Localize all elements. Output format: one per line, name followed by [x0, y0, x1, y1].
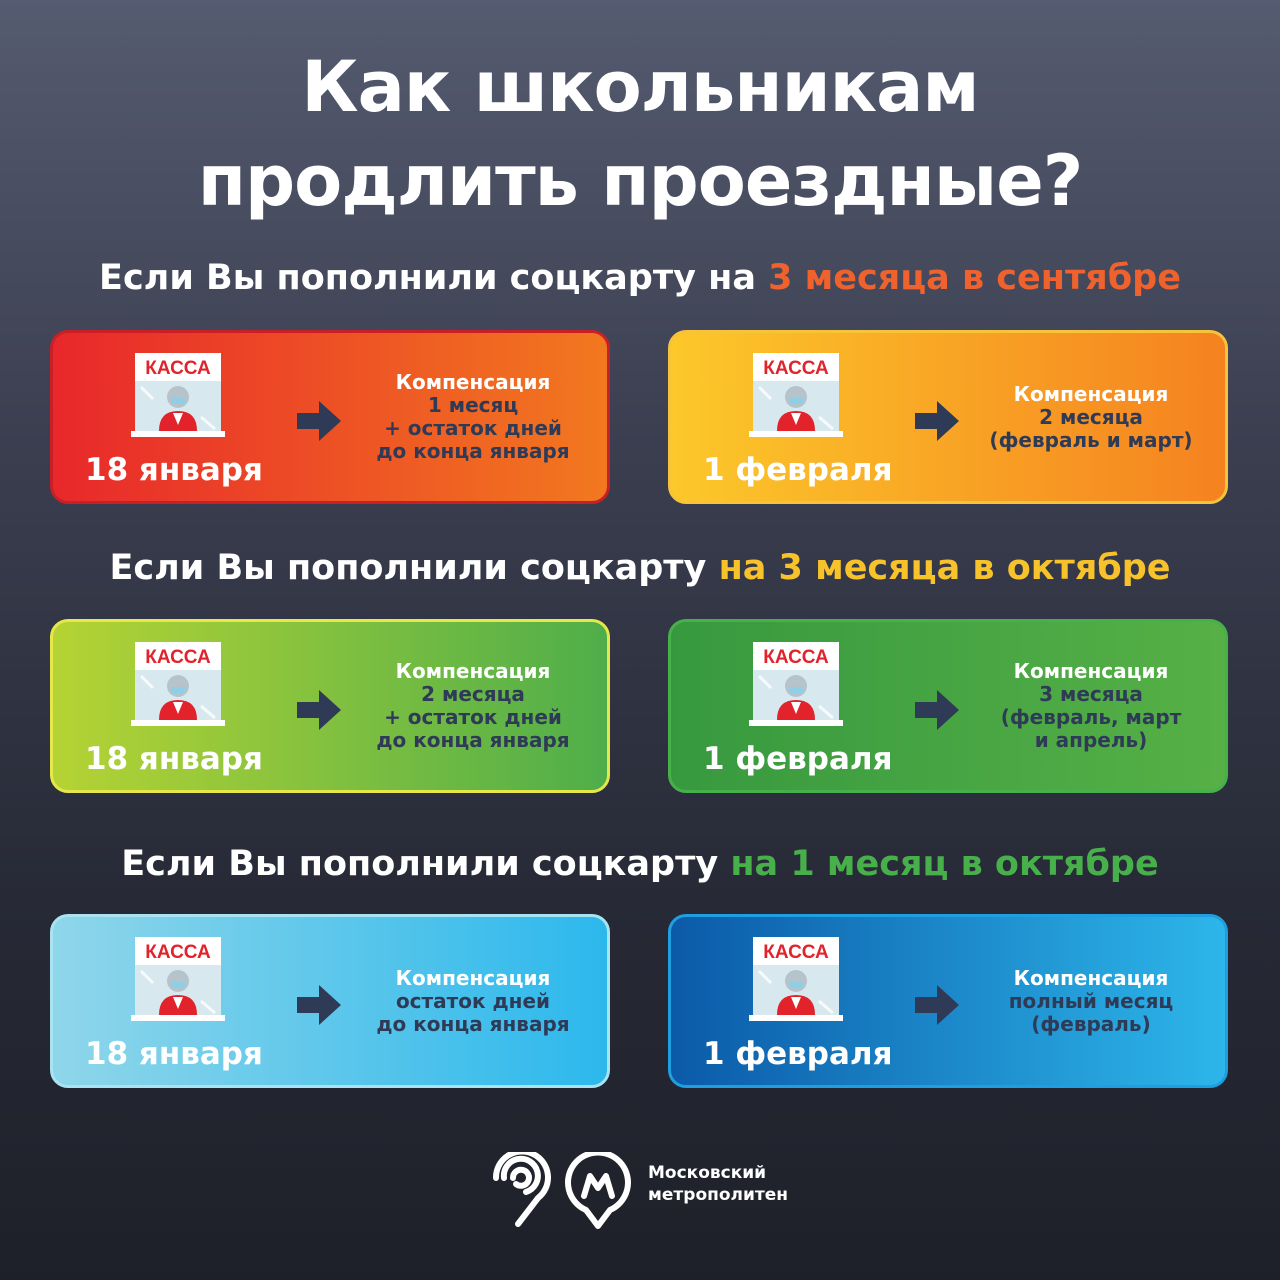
- compensation-line: до конца января: [376, 1011, 570, 1036]
- card-date: 1 февраля: [703, 1036, 893, 1072]
- compensation-text: [971, 917, 1211, 1085]
- section-heading-1: [0, 256, 1280, 300]
- arrow-right-icon: [293, 688, 345, 732]
- card-date: 1 февраля: [703, 452, 893, 488]
- compensation-line: Компенсация: [1013, 965, 1169, 990]
- arrow-right-icon: [911, 983, 963, 1027]
- compensation-line: Компенсация: [395, 965, 551, 990]
- arrow-right-icon: [911, 399, 963, 443]
- compensation-line: 3 месяца: [1039, 682, 1143, 706]
- metro-name-line-2: метрополитен: [648, 1185, 789, 1205]
- compensation-card: [50, 330, 610, 504]
- compensation-text: [353, 333, 593, 501]
- heading-text: Если Вы пополнили соцкарту на: [99, 258, 769, 298]
- compensation-line: и апрель): [1034, 728, 1148, 752]
- compensation-card: [50, 619, 610, 793]
- arrow-right-icon: [911, 688, 963, 732]
- cashier-window-icon: [749, 935, 843, 1025]
- card-date: 18 января: [85, 741, 263, 777]
- section-heading-2: [0, 546, 1280, 590]
- compensation-line: + остаток дней: [384, 705, 562, 729]
- cashier-window-icon: [131, 935, 225, 1025]
- compensation-line: 2 месяца: [1039, 404, 1143, 429]
- title-line-1: Как школьникам: [301, 46, 979, 128]
- compensation-card: [668, 330, 1228, 504]
- compensation-text: [353, 622, 593, 790]
- compensation-card: [668, 914, 1228, 1088]
- cashier-window-icon: [749, 351, 843, 441]
- title-line-2: продлить проездные?: [197, 140, 1083, 222]
- arrow-right-icon: [293, 983, 345, 1027]
- compensation-line: до конца января: [376, 439, 570, 463]
- kassa-label: КАССА: [145, 647, 211, 668]
- metro-m-logo-icon: [568, 1153, 628, 1226]
- moscow-transport-logo-icon: [496, 1152, 548, 1224]
- card-date: 18 января: [85, 452, 263, 488]
- compensation-text: [353, 917, 593, 1085]
- section-heading-3: [0, 842, 1280, 886]
- page-title: [0, 40, 1280, 228]
- cashier-window-icon: [131, 640, 225, 730]
- compensation-line: Компенсация: [1013, 659, 1169, 683]
- card-date: 1 февраля: [703, 741, 893, 777]
- compensation-line: 2 месяца: [421, 682, 525, 706]
- heading-text: Если Вы пополнили соцкарту: [109, 548, 719, 588]
- kassa-label: КАССА: [763, 647, 829, 668]
- compensation-line: полный месяц: [1008, 988, 1174, 1013]
- heading-highlight: на 3 месяца в октябре: [718, 548, 1171, 588]
- compensation-card: [50, 914, 610, 1088]
- compensation-text: [971, 333, 1211, 501]
- metro-name-line-1: Московский: [648, 1163, 767, 1183]
- compensation-line: (февраль и март): [989, 427, 1193, 452]
- compensation-line: Компенсация: [1013, 381, 1169, 406]
- card-date: 18 января: [85, 1036, 263, 1072]
- kassa-label: КАССА: [145, 358, 211, 379]
- kassa-label: КАССА: [763, 358, 829, 379]
- compensation-card: [668, 619, 1228, 793]
- heading-highlight: 3 месяца в сентябре: [768, 258, 1181, 298]
- compensation-line: Компенсация: [395, 659, 551, 683]
- compensation-line: + остаток дней: [384, 416, 562, 440]
- cashier-window-icon: [131, 351, 225, 441]
- compensation-line: (февраль): [1031, 1011, 1151, 1036]
- compensation-line: Компенсация: [395, 370, 551, 394]
- compensation-line: 1 месяц: [427, 393, 519, 417]
- kassa-label: КАССА: [145, 942, 211, 963]
- compensation-line: (февраль, март: [1000, 705, 1182, 729]
- heading-text: Если Вы пополнили соцкарту: [121, 844, 731, 884]
- metro-name: [648, 1162, 788, 1206]
- compensation-text: [971, 622, 1211, 790]
- compensation-line: остаток дней: [395, 988, 551, 1013]
- cashier-window-icon: [749, 640, 843, 730]
- heading-highlight: на 1 месяц в октябре: [730, 844, 1159, 884]
- arrow-right-icon: [293, 399, 345, 443]
- compensation-line: до конца января: [376, 728, 570, 752]
- kassa-label: КАССА: [763, 942, 829, 963]
- metro-logos: [486, 1152, 636, 1232]
